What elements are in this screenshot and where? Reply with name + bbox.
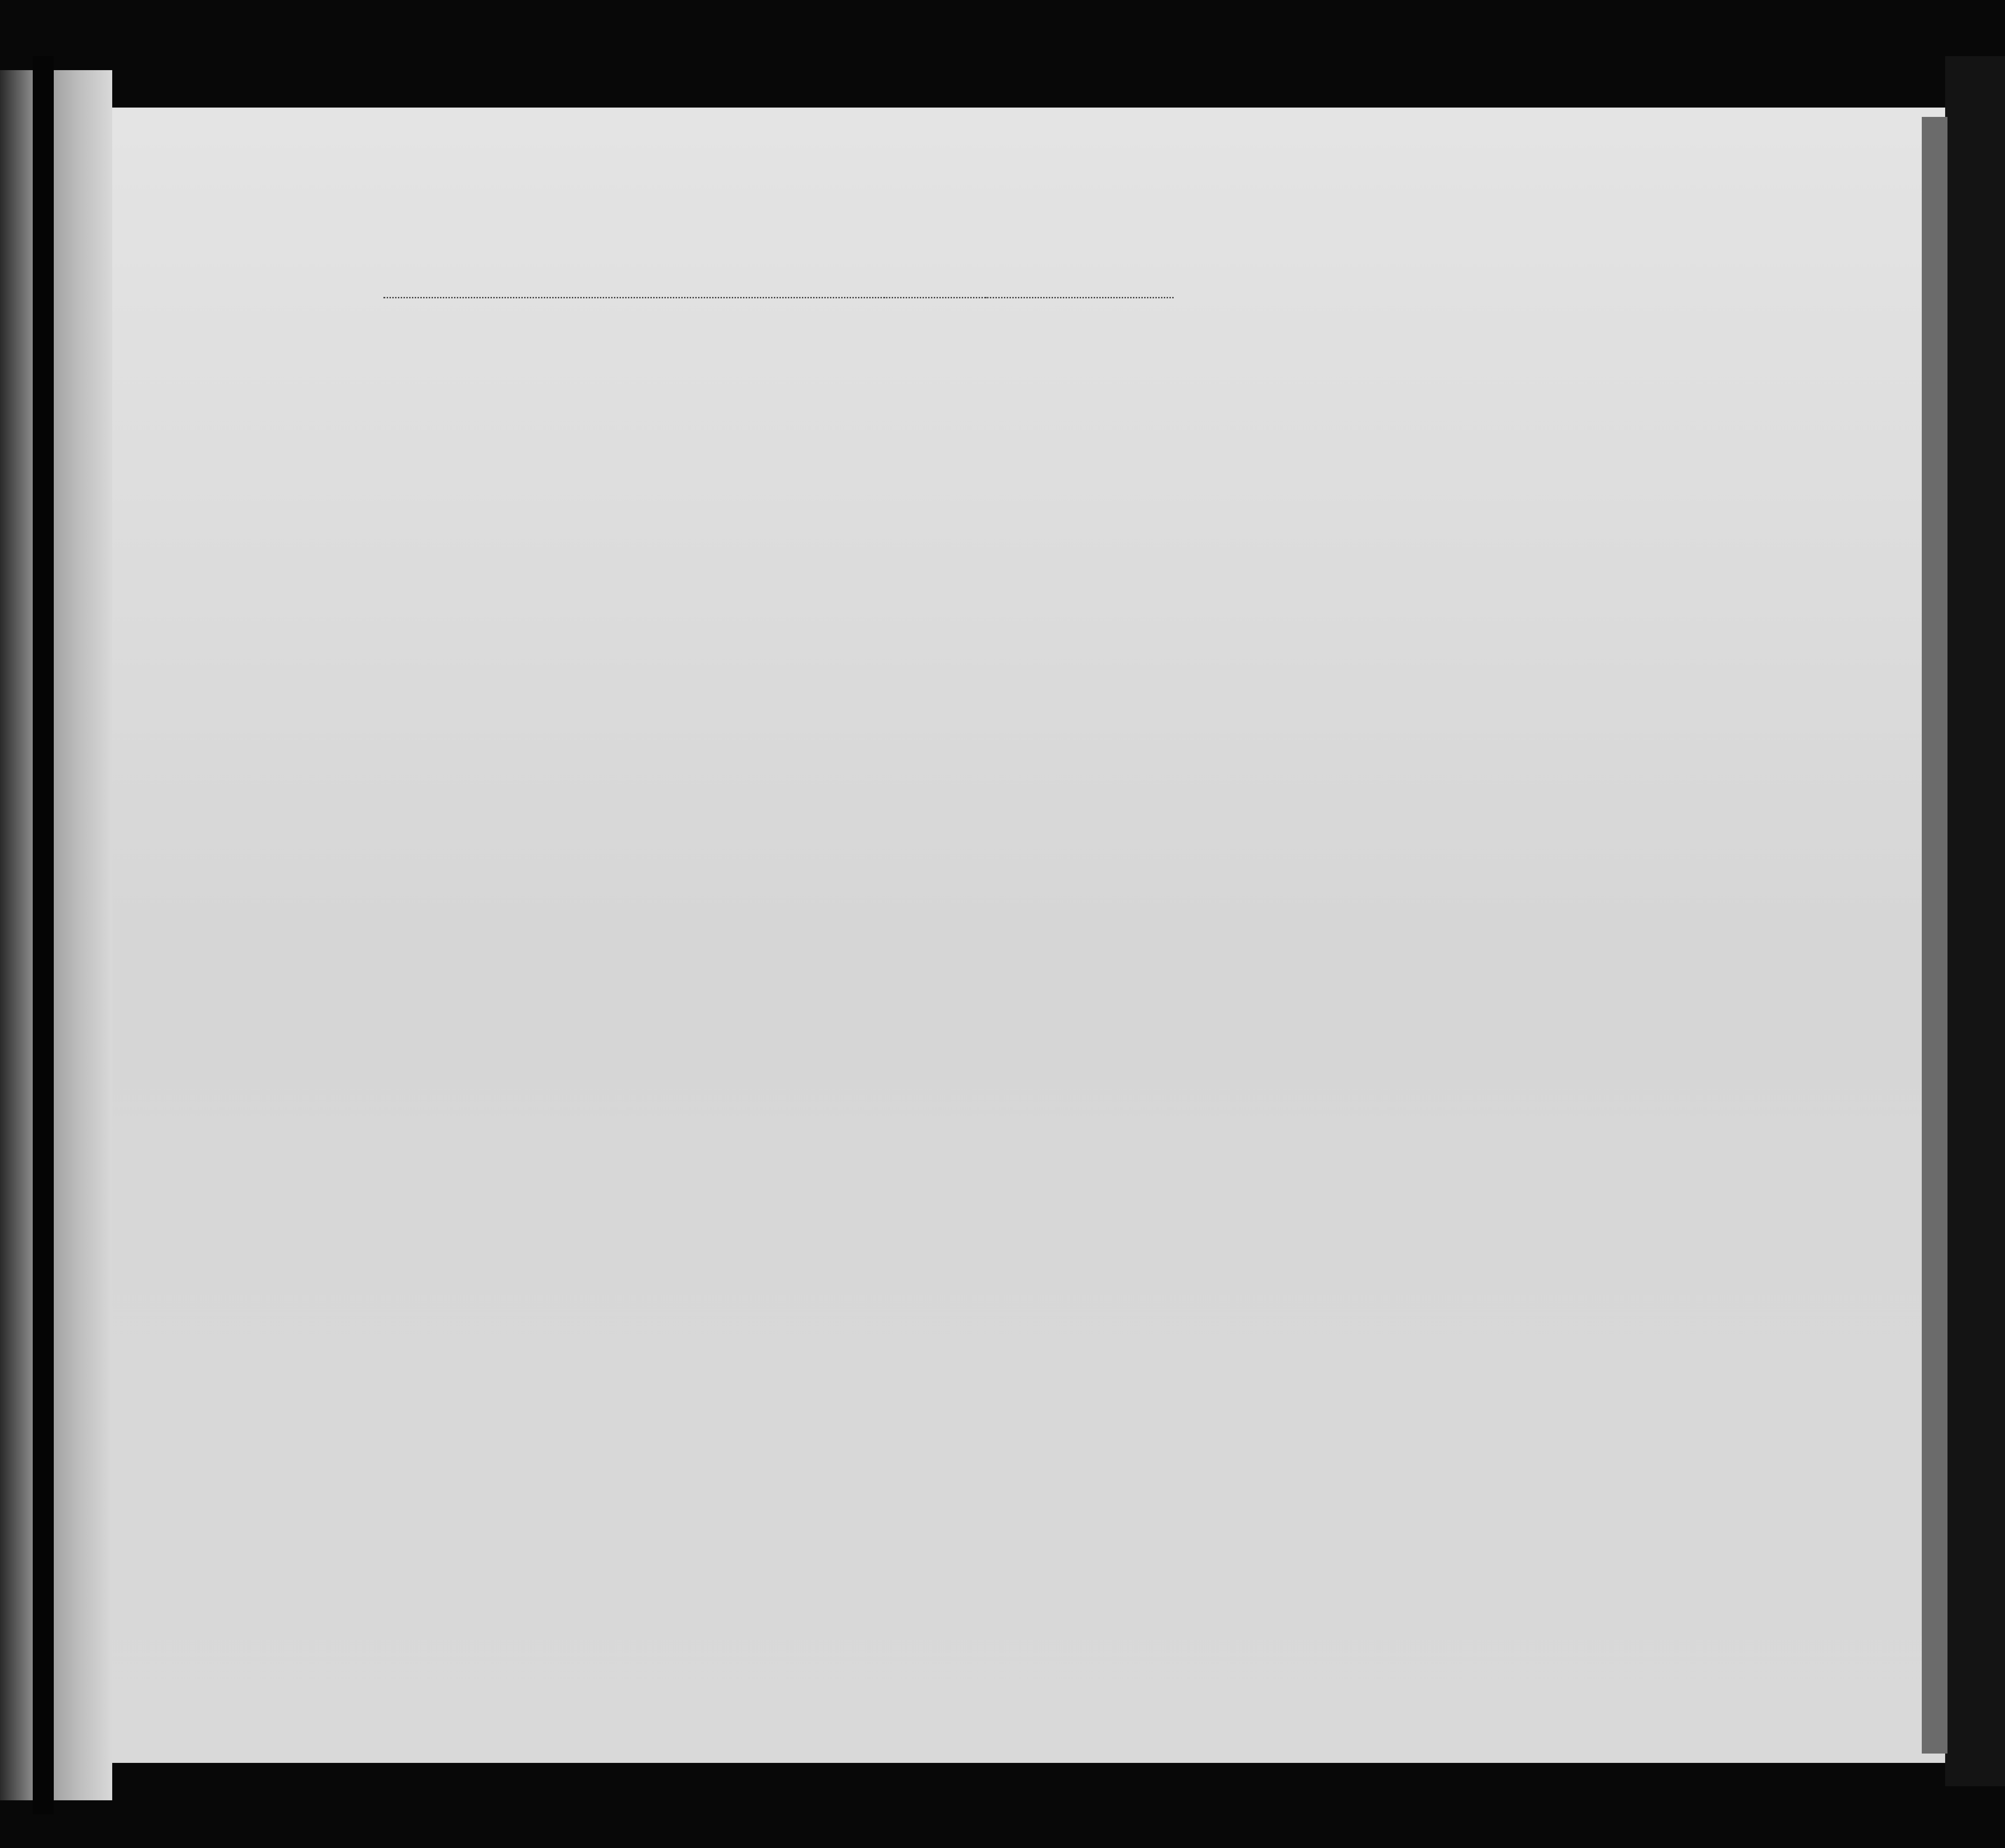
scan-edge	[1922, 117, 1947, 1754]
binding-bar	[33, 56, 54, 1814]
date-dotted-line	[884, 297, 1174, 298]
left-page-edge	[0, 70, 112, 1800]
right-border	[1945, 56, 2005, 1786]
manifest-page	[112, 108, 1945, 1763]
